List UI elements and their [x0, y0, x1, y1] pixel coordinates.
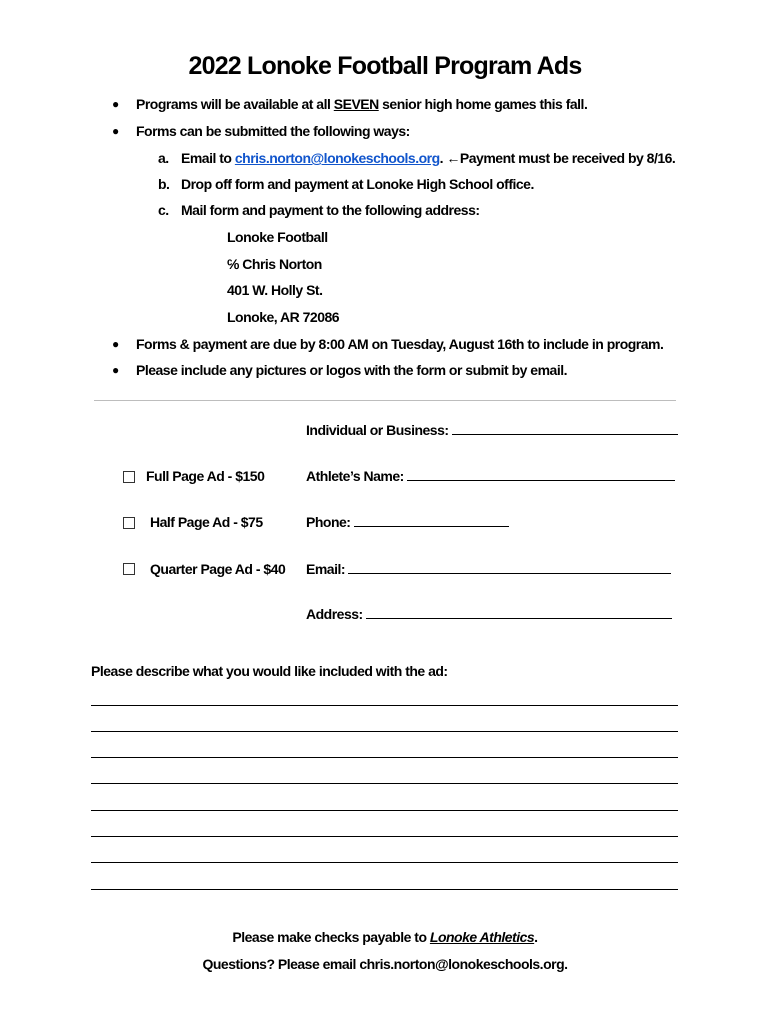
- describe-line-6[interactable]: [91, 836, 678, 837]
- option-c-label: c.: [158, 202, 169, 218]
- checks-period: .: [534, 929, 538, 945]
- option-a-label: a.: [158, 150, 169, 166]
- address-label: Address:: [306, 606, 363, 622]
- phone-label: Phone:: [306, 514, 351, 530]
- address-line-2: ℅ Chris Norton: [227, 256, 322, 272]
- half-page-checkbox[interactable]: [123, 517, 135, 529]
- bullet-pictures: Please include any pictures or logos with the form or submit by email.: [136, 362, 567, 378]
- checks-text: Please make checks payable to: [232, 929, 430, 945]
- address-line[interactable]: [366, 606, 672, 619]
- option-b-dropoff: Drop off form and payment at Lonoke High School office.: [181, 176, 534, 192]
- athlete-line[interactable]: [407, 468, 675, 481]
- address-field[interactable]: [306, 606, 672, 622]
- bullet-dot: ●: [112, 337, 120, 351]
- option-a-email: [181, 150, 675, 166]
- page-title: 2022 Lonoke Football Program Ads: [188, 52, 582, 80]
- bullet-programs-text: Programs will be available at all: [136, 96, 334, 112]
- describe-line-4[interactable]: [91, 783, 678, 784]
- bullet-dot: ●: [112, 124, 120, 138]
- section-divider: [94, 400, 676, 401]
- bullet-forms: Forms can be submitted the following ways:: [136, 123, 410, 139]
- describe-line-1[interactable]: [91, 705, 678, 706]
- bullet-programs-tail: senior high home games this fall.: [378, 96, 588, 112]
- checks-payable: [0, 929, 770, 945]
- full-page-label: Full Page Ad - $150: [146, 468, 265, 484]
- questions-line: Questions? Please email chris.norton@lonokeschools.org.: [202, 956, 568, 972]
- quarter-page-checkbox[interactable]: [123, 563, 135, 575]
- option-b-label: b.: [158, 176, 170, 192]
- describe-line-3[interactable]: [91, 757, 678, 758]
- describe-line-8[interactable]: [91, 889, 678, 890]
- phone-field[interactable]: [306, 514, 509, 530]
- half-page-label: Half Page Ad - $75: [150, 514, 263, 530]
- individual-label: Individual or Business:: [306, 422, 449, 438]
- address-line-3: 401 W. Holly St.: [227, 282, 323, 298]
- email-field[interactable]: [306, 561, 671, 577]
- individual-line[interactable]: [452, 422, 678, 435]
- address-line-4: Lonoke, AR 72086: [227, 309, 340, 325]
- quarter-page-label: Quarter Page Ad - $40: [150, 561, 286, 577]
- payee-name: Lonoke Athletics: [429, 929, 535, 945]
- email-prefix: Email to: [181, 150, 235, 166]
- seven-emphasis: SEVEN: [333, 96, 379, 112]
- bullet-programs: [136, 96, 587, 112]
- describe-line-2[interactable]: [91, 731, 678, 732]
- athlete-label: Athlete’s Name:: [306, 468, 404, 484]
- describe-line-7[interactable]: [91, 862, 678, 863]
- bullet-dot: ●: [112, 363, 120, 377]
- address-line-1: Lonoke Football: [227, 229, 328, 245]
- email-label: Email:: [306, 561, 346, 577]
- describe-line-5[interactable]: [91, 810, 678, 811]
- bullet-dot: ●: [112, 97, 120, 111]
- describe-prompt: Please describe what you would like included with the ad:: [91, 663, 448, 679]
- individual-field[interactable]: [306, 422, 678, 438]
- email-link[interactable]: chris.norton@lonokeschools.org: [234, 150, 440, 166]
- full-page-checkbox[interactable]: [123, 471, 135, 483]
- bullet-deadline: Forms & payment are due by 8:00 AM on Tuesday, August 16th to include in program.: [136, 336, 664, 352]
- email-line[interactable]: [348, 561, 671, 574]
- phone-line[interactable]: [354, 514, 509, 527]
- option-c-mail: Mail form and payment to the following address:: [181, 202, 480, 218]
- payment-note: . ←Payment must be received by 8/16.: [439, 150, 676, 166]
- athlete-field[interactable]: [306, 468, 675, 484]
